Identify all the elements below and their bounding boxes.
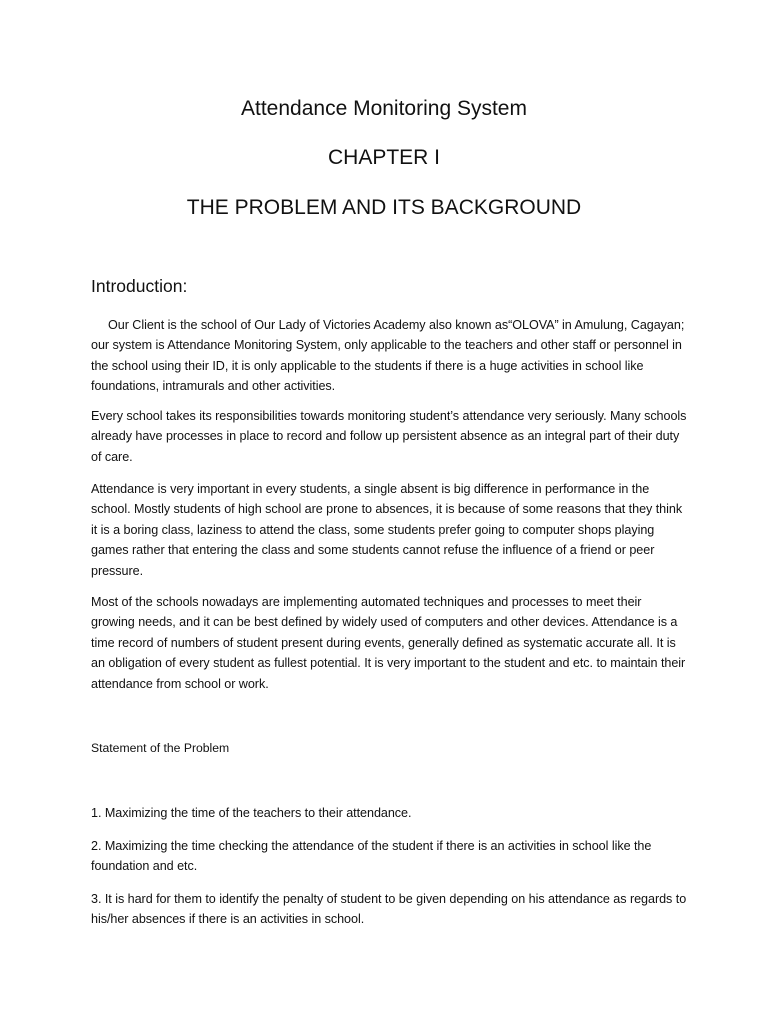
chapter-label: CHAPTER I [327,146,440,169]
document-title: Attendance Monitoring System [241,97,527,120]
paragraph-attendance-importance: Attendance is very important in every students, a single absent is big difference in performance in the school. Mostly students of high school are prone to absences, it is because of some reasons that they think it is a boring class, laziness to attend the class, some students prefer going to computer shops playing games rather that entering the class and some students cannot refuse the influence of a friend or peer pressure. [91,482,683,578]
statement-of-problem-heading: Statement of the Problem [91,741,230,755]
paragraph-automation: Most of the schools nowadays are implementing automated techniques and processes to meet their growing needs, and it can be best defined by widely used of computers and other devices. Attendance is a time record of numbers of student present during events, generally defined as systematic accurate all. It is an obligation of every student as fullest potential. It is very important to the student and etc. to maintain their attendance from school or work. [91,595,686,691]
introduction-heading: Introduction: [91,276,188,296]
chapter-title: THE PROBLEM AND ITS BACKGROUND [186,196,582,219]
problem-item-1: 1. Maximizing the time of the teachers to their attendance. [91,806,412,820]
problem-item-2: 2. Maximizing the time checking the attendance of the student if there is an activities in school like the foundation and etc. [91,839,652,874]
problem-item-3: 3. It is hard for them to identify the penalty of student to be given depending on his attendance as regards to his/her absences if there is an activities in school. [91,892,687,927]
paragraph-responsibilities: Every school takes its responsibilities towards monitoring student’s attendance very seriously. Many schools already have processes in place to record and follow up persistent absence as an integral part of their duty of care. [91,409,687,464]
paragraph-client: Our Client is the school of Our Lady of Victories Academy also known as“OLOVA” in Amulung, Cagayan; our system is Attendance Monitoring System, only applicable to the teachers and other staff or personnel in the school using their ID, it is only applicable to the students if there is a huge activities in school like foundations, intramurals and other activities. [91,318,685,394]
